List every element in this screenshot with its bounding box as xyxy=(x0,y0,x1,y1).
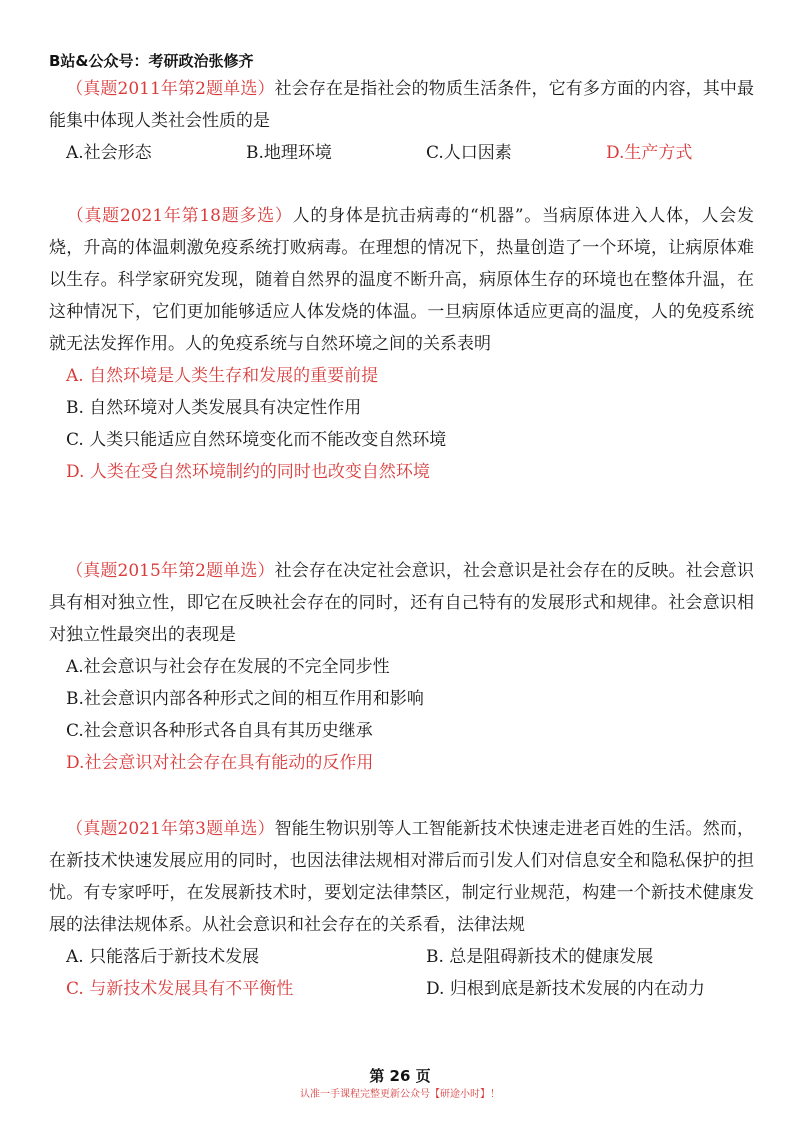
option-d: D.社会意识对社会存在具有能动的反作用 xyxy=(66,753,374,773)
option-b: B. 总是阻碍新技术的健康发展 xyxy=(426,947,654,967)
option-d: D.生产方式 xyxy=(606,143,693,163)
option-row xyxy=(49,941,754,973)
question-text: 人的身体是抗击病毒的“机器”。当病原体进入人体，人会发烧，升高的体温刺激免疫系统打败病毒。在理想的情况下，热量创造了一个环境，让病原体难以生存。科学家研究发现，随着自然界的温度不断升高，病原体生存的环境也在整体升温，在这种情况下，它们更加能够适应人体发烧的体温。一旦病原体适应更高的温度，人的免疫系统就无法发挥作用。人的免疫系统与自然环境之间的关系表明 xyxy=(49,206,754,354)
option-b: B.社会意识内部各种形式之间的相互作用和影响 xyxy=(66,689,424,709)
question-stem xyxy=(49,200,754,360)
option-a: A.社会形态 xyxy=(66,143,152,163)
question-stem xyxy=(49,555,754,651)
option-c: C.社会意识各种形式各自具有其历史继承 xyxy=(66,721,373,741)
question-tag: （真题2021年第3题单选） xyxy=(66,819,275,839)
option-a: A.社会意识与社会存在发展的不完全同步性 xyxy=(66,657,390,677)
question-tag: （真题2021年第18题多选） xyxy=(66,206,293,226)
question-text: 智能生物识别等人工智能新技术快速走进老百姓的生活。然而，在新技术快速发展应用的同时，也因法律法规相对滞后而引发人们对信息安全和隐私保护的担忧。有专家呼吁，在发展新技术时，要划定法律禁区，制定行业规范，构建一个新技术健康发展的法律法规体系。从社会意识和社会存在的关系看，法律法规 xyxy=(49,819,754,935)
page-header: B站&公众号：考研政治张修齐 xyxy=(49,52,254,70)
question-tag: （真题2011年第2题单选） xyxy=(66,79,275,99)
question-4 xyxy=(49,813,754,1005)
option-row xyxy=(49,137,754,169)
option-c: C.人口因素 xyxy=(426,143,512,163)
question-2 xyxy=(49,200,754,488)
question-text: 社会存在决定社会意识，社会意识是社会存在的反映。社会意识具有相对独立性，即它在反映社会存在的同时，还有自己特有的发展形式和规律。社会意识相对独立性最突出的表现是 xyxy=(49,561,754,645)
footer-note: 认准一手课程完整更新公众号【研途小时】！ xyxy=(300,1089,500,1100)
question-stem xyxy=(49,813,754,941)
question-3 xyxy=(49,555,754,779)
question-1 xyxy=(49,73,754,169)
option-row xyxy=(49,973,754,1005)
option-b: B. 自然环境对人类发展具有决定性作用 xyxy=(66,398,362,418)
option-d: D. 人类在受自然环境制约的同时也改变自然环境 xyxy=(66,462,430,482)
option-b: B.地理环境 xyxy=(246,143,332,163)
question-tag: （真题2015年第2题单选） xyxy=(66,561,275,581)
question-text: 社会存在是指社会的物质生活条件，它有多方面的内容，其中最能集中体现人类社会性质的是 xyxy=(49,79,754,131)
option-a: A. 自然环境是人类生存和发展的重要前提 xyxy=(66,366,379,386)
option-c: C. 人类只能适应自然环境变化而不能改变自然环境 xyxy=(66,430,447,450)
option-d: D. 归根到底是新技术发展的内在动力 xyxy=(426,979,705,999)
option-c: C. 与新技术发展具有不平衡性 xyxy=(66,979,294,999)
page-number: 第 26 页 xyxy=(369,1067,431,1085)
question-stem xyxy=(49,73,754,137)
option-a: A. 只能落后于新技术发展 xyxy=(66,947,260,967)
